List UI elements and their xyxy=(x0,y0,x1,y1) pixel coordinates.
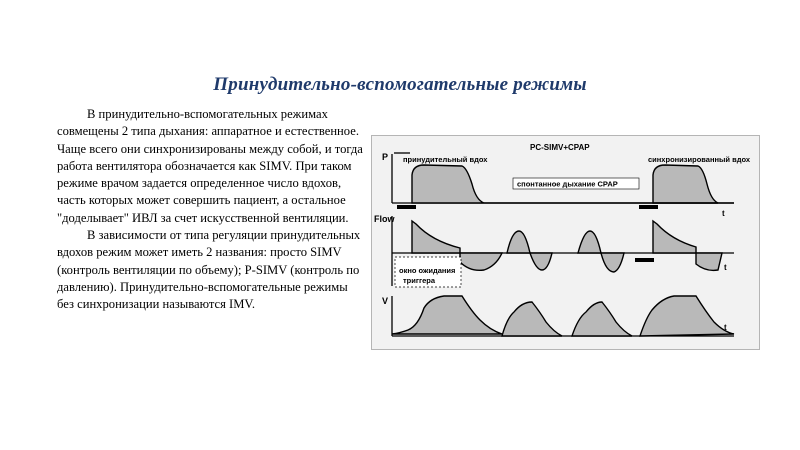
axis-label-flow: Flow xyxy=(374,214,395,224)
axis-label-v: V xyxy=(382,296,389,306)
axis-label-t-pressure: t xyxy=(722,209,725,218)
label-synced-breath: синхронизированный вдох xyxy=(648,155,751,164)
axis-label-t-volume: t xyxy=(724,323,727,332)
body-text xyxy=(57,106,367,314)
label-trigger-line1: окно ожидания xyxy=(399,266,456,275)
label-cpap: спонтанное дыхание CPAP xyxy=(517,179,618,189)
label-forced-breath: принудительный вдох xyxy=(403,155,488,164)
slide-title: Принудительно-вспомогательные режимы xyxy=(213,74,587,95)
trigger-marker-1 xyxy=(397,205,416,209)
trigger-marker-2 xyxy=(639,205,658,209)
label-trigger-line2: триггера xyxy=(403,276,436,285)
trigger-marker-4 xyxy=(635,258,654,262)
mode-header: PC-SIMV+CPAP xyxy=(530,143,590,152)
paragraph-simv-definition: В принудительно-вспомогательных режимах совмещены 2 типа дыхания: аппаратное и естественное. Чаще всего они синхронизированы между собой, и тогда работа вентилятора обозначается как SIMV. При таком режиме врачом задается определенное число вдохов, часть которых может совершить пациент, а остальное "доделывает" ИВЛ за счет искусственной вентиляции. xyxy=(57,107,363,225)
axis-label-p: P xyxy=(382,152,389,162)
waveform-svg xyxy=(372,136,759,349)
paragraph-simv-types: В зависимости от типа регуляции принудительных вдохов режим может иметь 2 названия: просто SIMV (контроль вентиляции по объему); P-SIMV (контроль по давлению). Принудительно-вспомогательные режимы без синхронизации называются IMV. xyxy=(57,228,361,312)
volume-waveform xyxy=(392,296,734,336)
ventilation-waveform-diagram xyxy=(371,135,760,350)
axis-label-t-flow: t xyxy=(724,263,727,272)
